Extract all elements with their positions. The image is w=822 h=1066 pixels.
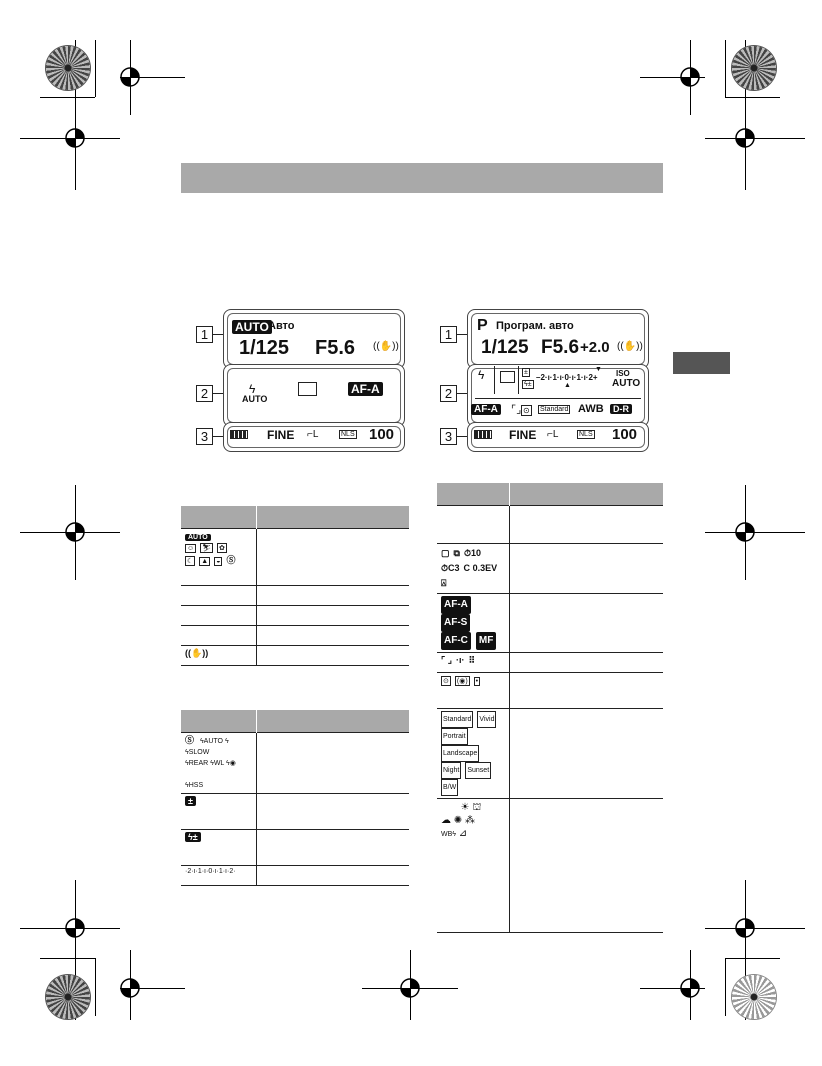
crop-mark <box>40 958 95 959</box>
chapter-tab <box>673 352 730 374</box>
steadyshot-on-icon: ((✋)) <box>617 341 643 352</box>
mf-badge: MF <box>476 632 496 650</box>
exposure-comp-icon: ± <box>524 369 528 376</box>
registration-mark-icon <box>675 973 705 1003</box>
af-c-badge: AF-C <box>441 632 471 650</box>
style-landscape-icon: Landscape <box>441 745 479 762</box>
flash-rear-label: REAR <box>188 760 209 767</box>
registration-mark-icon <box>115 62 145 92</box>
callout-number: 1 <box>440 326 457 343</box>
drive-continuous-icon: ⧉ <box>453 548 460 558</box>
flash-off-icon: Ⓢ <box>185 735 195 745</box>
table-row <box>437 709 663 799</box>
crop-mark <box>725 97 780 98</box>
wb-cloudy-icon: ☁ <box>441 815 451 826</box>
registration-mark-icon <box>60 517 90 547</box>
memory-card-icon: NLS <box>579 431 593 438</box>
image-quality: FINE <box>267 428 295 442</box>
scale-pointer-icon: ▲ <box>564 382 571 389</box>
registration-mark-icon <box>675 62 705 92</box>
style-sunset-icon: Sunset <box>465 762 491 779</box>
memory-card-icon: NLS <box>341 431 355 438</box>
registration-mark-icon <box>60 913 90 943</box>
shots-remaining: 100 <box>612 426 638 443</box>
sport-icon: ⛷ <box>202 545 212 552</box>
landscape-icon: ▲ <box>201 558 209 565</box>
style-night-icon: Night <box>441 762 461 779</box>
registration-mark-icon <box>730 913 760 943</box>
table-row <box>181 794 409 830</box>
image-quality: FINE <box>509 428 537 442</box>
table-row <box>437 506 663 544</box>
flash-off-icon: Ⓢ <box>226 555 236 565</box>
table-display-row2-detail <box>437 483 663 933</box>
steadyshot-on-icon: ((✋)) <box>185 648 209 658</box>
white-balance: AWB <box>578 403 604 415</box>
self-timer-icon: ⏱10 <box>463 548 481 558</box>
crop-mark <box>725 40 726 97</box>
flash-icon: ϟ <box>249 382 256 396</box>
dro-badge: D-R <box>610 404 632 414</box>
creative-style-label: Standard <box>540 406 569 413</box>
style-portrait-icon: Portrait <box>441 728 468 745</box>
image-size-icon: ⌐L <box>547 429 559 440</box>
drive-single-icon <box>500 371 515 383</box>
aperture: F5.6 <box>315 337 356 359</box>
table-display-row1 <box>181 506 409 666</box>
callout-number: 2 <box>196 385 213 402</box>
macro-icon: ✿ <box>219 545 225 552</box>
crop-mark <box>95 40 96 97</box>
iso-value: AUTO <box>612 378 641 389</box>
flash-mode-label: AUTO <box>242 394 268 404</box>
af-local-icon: ⠿ <box>468 655 476 665</box>
scale-pointer-icon: ▼ <box>595 366 602 373</box>
metering-spot-icon: • <box>475 678 479 685</box>
shutter-speed: 1/125 <box>481 337 529 358</box>
drive-single-icon: ▢ <box>441 548 450 558</box>
steadyshot-on-icon: ((✋)) <box>373 341 399 352</box>
table-row: ·2·ı·1·ı·0·ı·1·ı·2· <box>181 866 409 886</box>
crop-mark <box>725 958 726 1016</box>
registration-mark-icon <box>115 973 145 1003</box>
registration-mark-icon <box>395 973 425 1003</box>
flash-comp-icon: ϟ± <box>185 832 201 842</box>
registration-mark-icon <box>730 517 760 547</box>
table-row <box>181 646 409 666</box>
table-row <box>181 529 409 586</box>
callout-number: 3 <box>196 428 213 445</box>
metering-multi-icon: ⊙ <box>443 678 449 685</box>
battery-icon <box>474 430 492 439</box>
table-display-row2 <box>181 710 409 886</box>
af-spot-icon: ·ı· <box>455 655 465 665</box>
wb-flash-icon: WBϟ <box>441 831 456 838</box>
mode-badge: AUTO <box>232 320 272 334</box>
flash-slow-label: SLOW <box>188 749 210 756</box>
color-rosette-icon <box>46 46 90 90</box>
flash-comp-icon: ϟ± <box>524 381 532 388</box>
table-row <box>181 586 409 606</box>
section-header-bar <box>181 163 663 193</box>
af-area-icon: ⌜⌟ <box>511 404 522 416</box>
mode-badge: P <box>477 317 488 334</box>
registration-mark-icon <box>60 123 90 153</box>
table-row <box>437 594 663 653</box>
flash-hss-label: HSS <box>188 782 204 789</box>
drive-single-icon <box>298 382 317 396</box>
battery-icon <box>230 430 248 439</box>
table-row: Ⓢ ϟAUTO ϟ ϟSLOW ϟREAR ϟWL ϟ◉ ϟHSS <box>181 733 409 794</box>
shots-remaining: 100 <box>369 426 395 443</box>
aperture: F5.6 <box>541 337 580 358</box>
wb-custom-icon: ⊿ <box>458 828 468 839</box>
af-a-badge: AF-A <box>441 596 471 614</box>
crop-mark <box>40 97 95 98</box>
flash-auto-label: AUTO <box>203 738 223 745</box>
bracket-icon: C 0.3EV <box>463 563 498 573</box>
table-row <box>437 799 663 933</box>
flash-icon: ϟ <box>478 368 485 382</box>
wb-fluorescent-icon: ⁂ <box>464 815 475 826</box>
crop-mark <box>725 958 780 959</box>
callout-number: 1 <box>196 326 213 343</box>
mode-name: Програм. авто <box>496 320 574 332</box>
iso-label: ISO <box>616 369 630 378</box>
wb-tungsten-icon: ✺ <box>453 815 463 826</box>
remote-icon: ⍓ <box>441 578 447 588</box>
portrait-icon: ☺ <box>187 545 195 552</box>
callout-number: 3 <box>440 428 457 445</box>
self-timer-c3-icon: ⏱C3 <box>441 563 460 573</box>
wb-daylight-icon: ☀ <box>460 802 470 813</box>
color-rosette-icon <box>732 46 776 90</box>
image-size-icon: ⌐L <box>307 429 319 440</box>
table-row <box>437 653 663 673</box>
af-s-badge: AF-S <box>441 614 470 632</box>
style-bw-icon: B/W <box>441 779 458 796</box>
exposure-scale: –2·ı·1·ı·0·ı·1·ı·2+ <box>536 373 598 382</box>
af-mode-badge: AF-A <box>471 404 501 415</box>
style-standard-icon: Standard <box>441 711 473 728</box>
color-rosette-icon <box>46 975 90 1019</box>
af-wide-icon: ⌜ ⌟ <box>441 655 452 665</box>
table-row <box>181 830 409 866</box>
style-vivid-icon: Vivid <box>477 711 496 728</box>
table-row <box>181 626 409 646</box>
mode-name: Авто <box>268 320 295 332</box>
flash-wireless-label: WL <box>213 760 225 767</box>
table-row <box>437 544 663 594</box>
shutter-speed: 1/125 <box>239 337 290 359</box>
sunset-icon: ◒ <box>216 558 221 565</box>
metering-icon: ⊙ <box>523 406 530 415</box>
exposure-comp-icon: ± <box>185 796 196 806</box>
callout-number: 2 <box>440 385 457 402</box>
registration-mark-icon <box>730 123 760 153</box>
table-row <box>437 673 663 709</box>
wb-shade-icon: ⛫ <box>472 802 482 813</box>
table-row <box>181 606 409 626</box>
night-icon: ☾ <box>187 558 194 565</box>
color-rosette-icon <box>732 975 776 1019</box>
crop-mark <box>95 958 96 1016</box>
auto-mode-icon: AUTO <box>185 534 211 541</box>
exposure-compensation: +2.0 <box>580 339 610 356</box>
metering-center-icon: (◉) <box>456 678 468 685</box>
af-mode-badge: AF-A <box>348 382 383 396</box>
